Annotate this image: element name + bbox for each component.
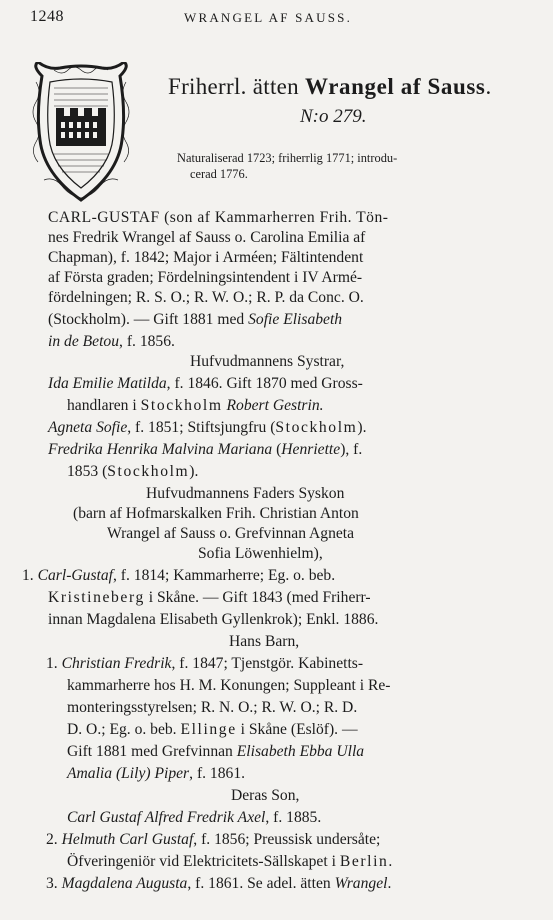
text-line: CARL-GUSTAF (son af Kammarherren Frih. Tön- (48, 209, 389, 226)
text-line: (Stockholm). — Gift 1881 med Sofie Elisabeth (48, 311, 343, 328)
text-line: af Första graden; Fördelningsintendent i IV Armé- (48, 269, 363, 286)
coat-of-arms-icon (30, 62, 132, 202)
text-line: fördelningen; R. S. O.; R. W. O.; R. P. da Conc. O. (48, 289, 364, 306)
text-line: monteringsstyrelsen; R. N. O.; R. W. O.; R. D. (67, 699, 358, 716)
naturalization-line: Naturaliserad 1723; friherrlig 1771; introdu- (177, 151, 398, 165)
section-heading: (barn af Hofmarskalken Frih. Christian Anton (73, 505, 359, 522)
text-line: 2. Helmuth Carl Gustaf, f. 1856; Preussisk undersåte; (46, 831, 381, 848)
text-line: Carl Gustaf Alfred Fredrik Axel, f. 1885. (67, 809, 322, 826)
naturalization-line: cerad 1776. (190, 167, 248, 181)
section-heading: Deras Son, (231, 787, 300, 804)
family-name: Wrangel af Sauss (305, 74, 486, 99)
text-line: Agneta Sofie, f. 1851; Stiftsjungfru (Stockholm). (48, 419, 367, 436)
running-header: WRANGEL AF SAUSS. (184, 10, 353, 25)
text-line: 1853 (Stockholm). (67, 463, 199, 480)
text-line: 1. Christian Fredrik, f. 1847; Tjenstgör. Kabinetts- (46, 655, 364, 672)
text-line: D. O.; Eg. o. beb. Ellinge i Skåne (Eslöf). — (67, 721, 358, 738)
title-suffix: . (485, 74, 492, 99)
text-line: in de Betou, f. 1856. (48, 333, 175, 350)
page-number: 1248 (30, 8, 64, 25)
text-line: Gift 1881 med Grefvinnan Elisabeth Ebba Ulla (67, 743, 365, 760)
section-heading: Hufvudmannens Systrar, (190, 353, 345, 370)
text-line: Öfveringeniör vid Elektricitets-Sällskapet i Berlin. (67, 853, 393, 870)
family-title (168, 74, 492, 100)
text-line: Ida Emilie Matilda, f. 1846. Gift 1870 med Gross- (48, 375, 363, 392)
text-line: 1. Carl-Gustaf, f. 1814; Kammarherre; Eg. o. beb. (22, 567, 336, 584)
text-line: innan Magdalena Elisabeth Gyllenkrok); Enkl. 1886. (48, 611, 379, 628)
section-heading: Sofia Löwenhielm), (198, 545, 323, 562)
text-line: Kristineberg i Skåne. — Gift 1843 (med Friherr- (48, 589, 371, 606)
text-line: Chapman), f. 1842; Major i Arméen; Fältintendent (48, 249, 364, 266)
text-line: nes Fredrik Wrangel af Sauss o. Carolina Emilia af (48, 229, 366, 246)
title-prefix: Friherrl. ätten (168, 74, 306, 99)
text-line: Amalia (Lily) Piper, f. 1861. (67, 765, 246, 782)
section-heading: Hufvudmannens Faders Syskon (146, 485, 345, 502)
text-line: Fredrika Henrika Malvina Mariana (Henriette), f. (48, 441, 363, 458)
section-heading: Hans Barn, (229, 633, 300, 650)
family-number: N:o 279. (300, 106, 367, 127)
text-line: handlaren i Stockholm Robert Gestrin. (67, 397, 324, 414)
section-heading: Wrangel af Sauss o. Grefvinnan Agneta (107, 525, 355, 542)
text-line: 3. Magdalena Augusta, f. 1861. Se adel. ätten Wrangel. (46, 875, 392, 892)
text-line: kammarherre hos H. M. Konungen; Suppleant i Re- (67, 677, 391, 694)
